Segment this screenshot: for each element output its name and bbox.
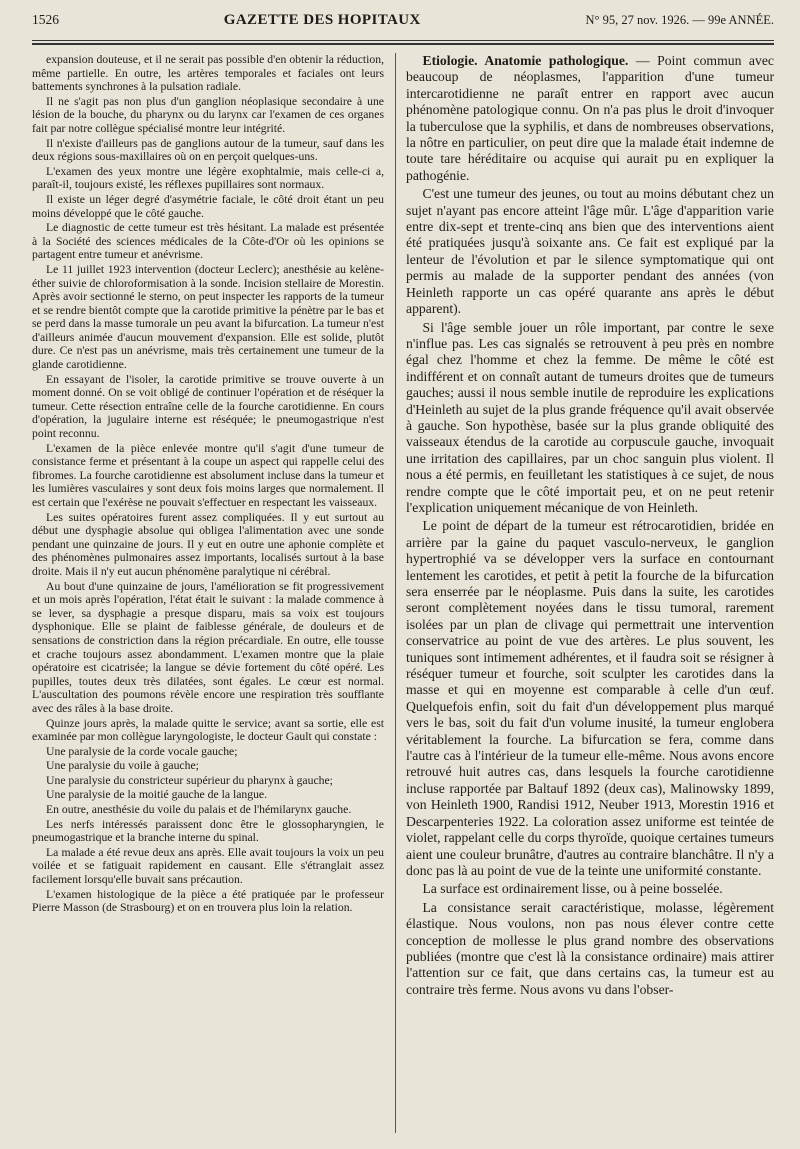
section-paragraph	[406, 53, 774, 184]
paragraph: La consistance serait caractéristique, molasse, légèrement élastique. Nous voulons, non pas nous élever contre cette conception de mollesse le plus grand nombre des observations publiées (montre que c'est là la consistance ordinaire) mais attirer l'attention sur ce fait, que dans certains cas, la tumeur est au contraire très ferme. Nous avons vu dans l'obser-	[406, 899, 774, 997]
paragraph: Le point de départ de la tumeur est rétrocarotidien, bridée en arrière par la gaine du paquet vasculo-nerveux, le ganglion hypertrophié va se développer vers la surface en contournant lentement les carotides, et petit à petit la fourche de la bifurcation sera enserrée par le néoplasme. Puis dans la suite, les carotides seront complètement noyées dans le tissu tumoral, rarement isolées par un plan de clivage qui permettrait une intervention conservatrice au point de vue des artères. Le plus souvent, les tuniques sont intimement adhérentes, et il faudra soit se résigner à réséquer tumeur et fourche, soit sculpter les carotides dans la masse et qui en moyenne est comparable à celle d'un œuf. Quelquefois enfin, soit du fait d'un développement plus marqué vers le bas, soit du fait d'un volume inusité, la tumeur englobera véritablement la fourche. La bifurcation se fera, comme dans l'autre cas à l'intérieur de la tumeur elle-même. Nous avons encore retrouvé huit autres cas, dans lesquels la fourche carotidienne incluse rapportée par Baltauf 1892 (deux cas), Malinowsky 1899, von Heinleth 1900, Randisi 1912, Neuber 1913, Morestin 1916 et Descarpenteries 1922. La coloration assez uniforme est teintée de violet, rappelant celle du corps thyroïde, quoique certaines tumeurs aient une couleur brunâtre, d'autres au contraire blanchâtre. Il n'y a donc pas là au point de vue de la teinte une uniformité constante.	[406, 518, 774, 878]
section-intro-text: — Point commun avec beaucoup de néoplasmes, l'apparition d'une tumeur intercarotidienne ne paraît entrer en rapport avec aucun phénomène patologique connu. On n'a pas plus le droit d'invoquer la tuberculose que la syphilis, et dans de nombreuses observations, la nôtre en particulier, on peut dire que la malade était indemne de toute tare héréditaire ou acquise qui aurait pu en expliquer la pathogénie.	[406, 53, 774, 183]
paragraph: L'examen des yeux montre une légère exophtalmie, mais celle-ci a, paraît-il, toujours existé, les réflexes pupillaires sont normaux.	[32, 164, 384, 192]
section-title: Etiologie. Anatomie pathologique.	[422, 53, 629, 68]
paragraph: Si l'âge semble jouer un rôle important, par contre le sexe n'influe pas. Les cas signalés se retrouvent à peu près en nombre égal chez l'homme et chez la femme. De même le côté est indifférent et on connaît autant de tumeurs droites que de tumeurs gauches; aussi il nous semble inutile de reproduire les explications d'Heinleth au sujet de la plus grande fréquence qu'il avait observée à gauche. Son hypothèse, basée sur la plus grande obliquité des vaisseaux étendus de la carotide au corpuscule gauche, invoquait une irritation des capillaires, par un choc sanguin plus violent. Il nous a été permis, en feuilletant les statistiques à ce sujet, de nous rendre compte que le côté importait peu, et on ne peut retenir l'explication uniquement mécanique de von Heinleth.	[406, 319, 774, 515]
article-columns	[32, 53, 774, 1133]
header-rule-thick	[32, 43, 774, 45]
paragraph: Le 11 juillet 1923 intervention (docteur Leclerc); anesthésie au kelène-éther suivie de chloroformisation à la sonde. Incision stellaire de Morestin. Après avoir sectionné le sterno, on peut inspecter les rapports de la tumeur et se rendre bientôt compte que la carotide primitive la pénètre par le bas et se perd dans la masse tumorale un peu avant la bifurcation. La tumeur n'est d'ailleurs animée d'aucun mouvement d'expansion. Elle est solide, plutôt dure. Ce n'est pas un anévrisme, mais très certainement une tumeur de la glande carotidienne.	[32, 262, 384, 372]
paragraph: La malade a été revue deux ans après. Elle avait toujours la voix un peu voilée et se fatiguait rapidement en causant. Elle s'étranglait assez facilement lorsqu'elle buvait sans précaution.	[32, 845, 384, 887]
paragraph: Une paralysie de la corde vocale gauche;	[46, 744, 238, 758]
paragraph: Il existe un léger degré d'asymétrie faciale, le côté droit étant un peu moins développé que le côté gauche.	[32, 192, 384, 220]
paragraph: Une paralysie de la moitié gauche de la langue.	[46, 788, 268, 802]
page-number: 1526	[32, 12, 59, 27]
paragraph: Les suites opératoires furent assez compliquées. Il y eut surtout au début une dysphagie absolue qui obligea l'alimentation avec une sonde pendant une quinzaine de jours. Il y eut en outre une aphonie complète et des phénomènes pulmonaires assez importants, localisés surtout à la base droite. Mais il n'y eut aucun phénomène paralytique ni cérébral.	[32, 510, 384, 578]
paragraph: Une paralysie du voile à gauche;	[46, 759, 199, 773]
paragraph: En outre, anesthésie du voile du palais et de l'hémilarynx gauche.	[46, 803, 352, 817]
paragraph: Quinze jours après, la malade quitte le service; avant sa sortie, elle est examinée par mon collègue laryngologiste, le docteur Gault qui constate :	[32, 716, 384, 744]
paragraph: La surface est ordinairement lisse, ou à peine bosselée.	[422, 881, 723, 897]
left-column	[32, 53, 384, 1133]
journal-title: GAZETTE DES HOPITAUX	[223, 12, 421, 28]
column-divider	[395, 53, 396, 1133]
paragraph: Le diagnostic de cette tumeur est très hésitant. La malade est présentée à la Société des sciences médicales de la Côte-d'Or où les opinions se partagent entre tumeur et anévrisme.	[32, 221, 384, 262]
paragraph: L'examen histologique de la pièce a été pratiquée par le professeur Pierre Masson (de Strasbourg) et on en trouvera plus loin la relation.	[32, 887, 384, 915]
page-header	[32, 12, 774, 34]
paragraph: Les nerfs intéressés paraissent donc être le glossopharyngien, le pneumogastrique et la branche interne du spinal.	[32, 817, 384, 845]
paragraph: C'est une tumeur des jeunes, ou tout au moins débutant chez un sujet n'ayant pas encore atteint l'âge mûr. L'âge d'apparition varie entre dix-sept et trente-cinq ans bien que des interventions aient été pratiquées jusqu'à soixante ans. Ce fait est expliqué par la lenteur de l'évolution et par le silence symptomatique qui ont permis au malade de la supporter pendant des années (von Heinleth rapporte un cas opéré quarante ans après le début apparent).	[406, 186, 774, 317]
right-column	[406, 53, 774, 1133]
paragraph: Au bout d'une quinzaine de jours, l'amélioration se fit progressivement et un mois après l'opération, l'état était le suivant : la malade commence à se lever, sa dysphagie a presque disparu, mais sa voix est toujours dysphonique. Elle se plaint de faiblesse générale, de douleurs et de sensations de constriction dans la région précardiale. En outre, elle tousse et crache toujours assez abondamment. L'examen montre que la plaie opératoire est cicatrisée; la langue se dévie fortement du côté opéré. Les pupilles, toutes deux très dilatées, sont égales. Le cœur est normal. L'auscultation des poumons révèle encore une respiration très soufflante avec des râles à la base droite.	[32, 579, 384, 715]
issue-info: N° 95, 27 nov. 1926. — 99e ANNÉE.	[585, 13, 774, 27]
paragraph: expansion douteuse, et il ne serait pas possible d'en obtenir la réduction, même partielle. En outre, les artères temporales et faciales ont leurs battements synchrones à la pulsation radiale.	[32, 53, 384, 94]
paragraph: Une paralysie du constricteur supérieur du pharynx à gauche;	[46, 773, 333, 787]
paragraph: Il ne s'agit pas non plus d'un ganglion néoplasique secondaire à une lésion de la bouche, du pharynx ou du larynx car l'examen de ces organes fait par notre collègue spécialisé montre leur intégrité.	[32, 94, 384, 135]
paragraph: Il n'existe d'ailleurs pas de ganglions autour de la tumeur, sauf dans les deux régions sous-maxillaires où on en perçoit quelques-uns.	[32, 136, 384, 164]
paragraph: En essayant de l'isoler, la carotide primitive se trouve ouverte à un moment donné. On se voit obligé de continuer l'opération et de réséquer la tumeur. Cette résection entraîne celle de la fourche carotidienne. En cours d'opération, la jugulaire interne est réséquée; le pneumogastrique n'est point reconnu.	[32, 372, 384, 441]
header-rule	[32, 40, 774, 41]
paragraph: L'examen de la pièce enlevée montre qu'il s'agit d'une tumeur de consistance ferme et présentant à la coupe un aspect qui rappelle celui des fibromes. La fourche carotidienne est absolument incluse dans la tumeur et les lumières vasculaires y sont deux fois moins larges que normalement. Il est certain que l'exérèse ne pouvait s'effectuer en respectant les vaisseaux.	[32, 441, 384, 509]
